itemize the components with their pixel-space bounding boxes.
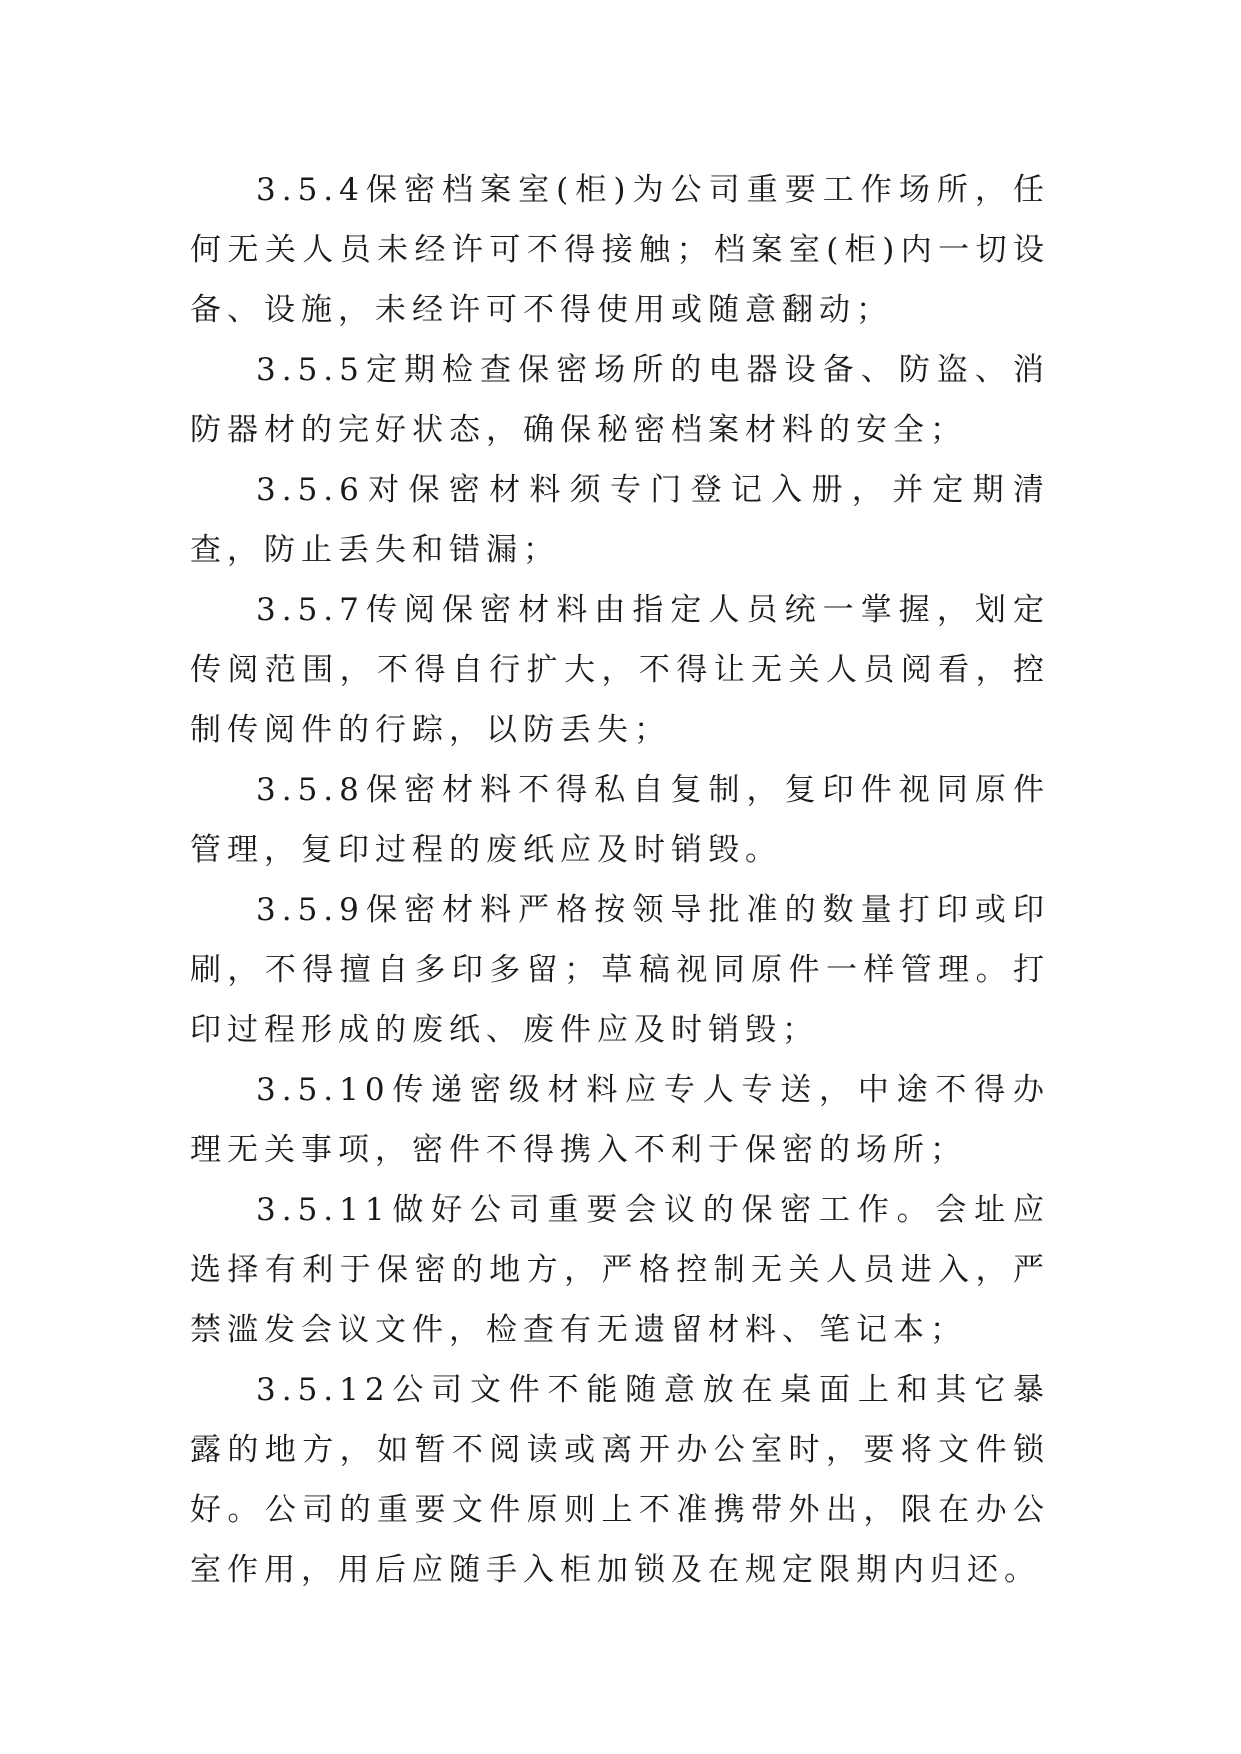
paragraph-3-5-7: 3.5.7传阅保密材料由指定人员统一掌握，划定传阅范围，不得自行扩大，不得让无关人员阅看，控制传阅件的行踪，以防丢失；: [190, 592, 1050, 748]
paragraph-3-5-4: 3.5.4保密档案室(柜)为公司重要工作场所，任何无关人员未经许可不得接触；档案室(柜)内一切设备、设施，未经许可不得使用或随意翻动；: [190, 172, 1050, 328]
paragraph-3-5-12: 3.5.12公司文件不能随意放在桌面上和其它暴露的地方，如暂不阅读或离开办公室时，要将文件锁好。公司的重要文件原则上不准携带外出，限在办公室作用，用后应随手入柜加锁及在规定限期内归还。: [190, 1372, 1050, 1588]
paragraph-3-5-5: 3.5.5定期检查保密场所的电器设备、防盗、消防器材的完好状态，确保秘密档案材料的安全；: [190, 352, 1050, 448]
paragraph-3-5-10: 3.5.10传递密级材料应专人专送，中途不得办理无关事项，密件不得携入不利于保密的场所；: [190, 1072, 1050, 1168]
paragraph-3-5-8: 3.5.8保密材料不得私自复制，复印件视同原件管理，复印过程的废纸应及时销毁。: [190, 772, 1050, 868]
document-body: [190, 160, 1050, 1600]
paragraph-3-5-11: 3.5.11做好公司重要会议的保密工作。会址应选择有利于保密的地方，严格控制无关人员进入，严禁滥发会议文件，检查有无遗留材料、笔记本；: [190, 1192, 1050, 1348]
paragraph-3-5-6: 3.5.6对保密材料须专门登记入册，并定期清查，防止丢失和错漏；: [190, 472, 1050, 568]
paragraph-3-5-9: 3.5.9保密材料严格按领导批准的数量打印或印刷，不得擅自多印多留；草稿视同原件一样管理。打印过程形成的废纸、废件应及时销毁；: [190, 892, 1050, 1048]
